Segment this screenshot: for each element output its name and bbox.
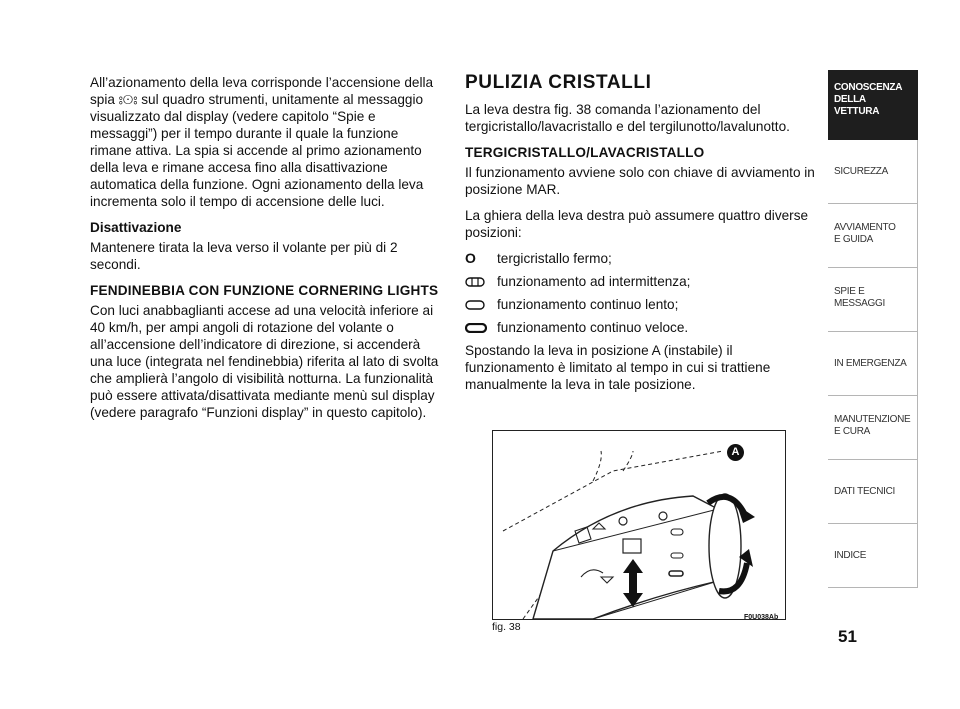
right-column — [465, 74, 817, 402]
tab-conoscenza-line1: CONOSCENZA — [834, 82, 903, 93]
tab-avviamento-line1: AVVIAMENTO — [834, 222, 896, 233]
tab-sicurezza[interactable] — [828, 140, 918, 204]
slow-wiper-icon — [465, 300, 497, 310]
fast-wiper-icon — [465, 323, 497, 333]
tab-spie[interactable] — [828, 268, 918, 332]
paragraph-lights: All’azionamento della leva corrisponde l’accensione della spia ⦂⊙⦂ sul quadro strumenti, unitamente al messaggio visualizzato dal display (vedere capitolo “Spie e messaggi”) per il tempo durante il quale la funzione rimane attiva. La spia si accende al primo azionamento della leva e rimane accesa fino alla disattivazione automatica della funzione. Ogni azionamento della leva incrementa solo il tempo di accensione delle luci. — [90, 75, 434, 209]
marker-a: A — [727, 444, 744, 461]
position-fast — [465, 319, 817, 336]
tab-emergenza-line1: IN EMERGENZA — [834, 358, 907, 369]
tab-spie-line1: SPIE E — [834, 286, 865, 297]
paragraph-disattivazione: Mantenere tirata la leva verso il volante per più di 2 secondi. — [90, 240, 398, 272]
section-title: PULIZIA CRISTALLI — [465, 72, 652, 93]
chapter-tabs — [828, 70, 918, 588]
paragraph-fendinebbia: Con luci anabbaglianti accese ad una velocità inferiore ai 40 km/h, per ampi angoli di rotazione del volante o all’accensione dell’indicatore di direzione, si accenderà una luce (integrata nel fendinebbia) riferita al lato di svolta che amplierà l’angolo di visibilità notturna. La funzionalità può essere attivata/disattivata mediante menù sul display (vedere paragrafo “Funzioni display” in questo capitolo). — [90, 303, 439, 420]
wiper-lever-figure — [492, 430, 786, 620]
tab-emergenza[interactable] — [828, 332, 918, 396]
tab-avviamento[interactable] — [828, 204, 918, 268]
tab-indice-line1: INDICE — [834, 550, 867, 561]
position-slow — [465, 296, 817, 313]
position-slow-text: funzionamento continuo lento; — [497, 297, 679, 312]
tab-conoscenza[interactable] — [828, 70, 918, 140]
tab-avviamento-line2: E GUIDA — [834, 234, 874, 245]
heading-disattivazione: Disattivazione — [90, 220, 182, 235]
tab-conoscenza-line2: DELLA — [834, 94, 866, 105]
position-off-text: tergicristallo fermo; — [497, 251, 612, 266]
heading-fendinebbia: FENDINEBBIA CON FUNZIONE CORNERING LIGHTS — [90, 283, 439, 298]
wiper-lever-illustration — [493, 431, 785, 619]
tab-indice[interactable] — [828, 524, 918, 588]
paragraph-funzionamento: Il funzionamento avviene solo con chiave di avviamento in posizione MAR. — [465, 165, 815, 197]
heading-tergicristallo: TERGICRISTALLO/LAVACRISTALLO — [465, 145, 705, 160]
off-symbol: O — [465, 250, 476, 266]
page-number: 51 — [838, 627, 857, 646]
position-intermittent-text: funzionamento ad intermittenza; — [497, 274, 691, 289]
position-fast-text: funzionamento continuo veloce. — [497, 320, 689, 335]
paragraph-spostando: Spostando la leva in posizione A (instabile) il funzionamento è limitato al tempo in cui si trattiene manualmente la leva in tale posizione. — [465, 343, 771, 392]
tab-dati-tecnici[interactable] — [828, 460, 918, 524]
tab-manutenzione[interactable] — [828, 396, 918, 460]
figure-code: F0U038Ab — [744, 614, 779, 621]
left-column — [90, 74, 440, 430]
tab-conoscenza-line3: VETTURA — [834, 106, 880, 117]
figure-label: fig. 38 — [492, 621, 521, 633]
tab-spie-line2: MESSAGGI — [834, 298, 885, 309]
tab-manutenzione-line1: MANUTENZIONE — [834, 414, 911, 425]
tab-dati-line1: DATI TECNICI — [834, 486, 896, 497]
tab-sicurezza-line1: SICUREZZA — [834, 166, 888, 177]
paragraph-ghiera: La ghiera della leva destra può assumere quattro diverse posizioni: — [465, 208, 809, 240]
intermittent-wiper-icon — [465, 277, 497, 287]
position-intermittent — [465, 273, 817, 290]
tab-manutenzione-line2: E CURA — [834, 426, 870, 437]
paragraph-intro: La leva destra fig. 38 comanda l’azionamento del tergicristallo/lavacristallo e del tergilunotto/lavalunotto. — [465, 102, 790, 134]
position-off — [465, 250, 817, 267]
